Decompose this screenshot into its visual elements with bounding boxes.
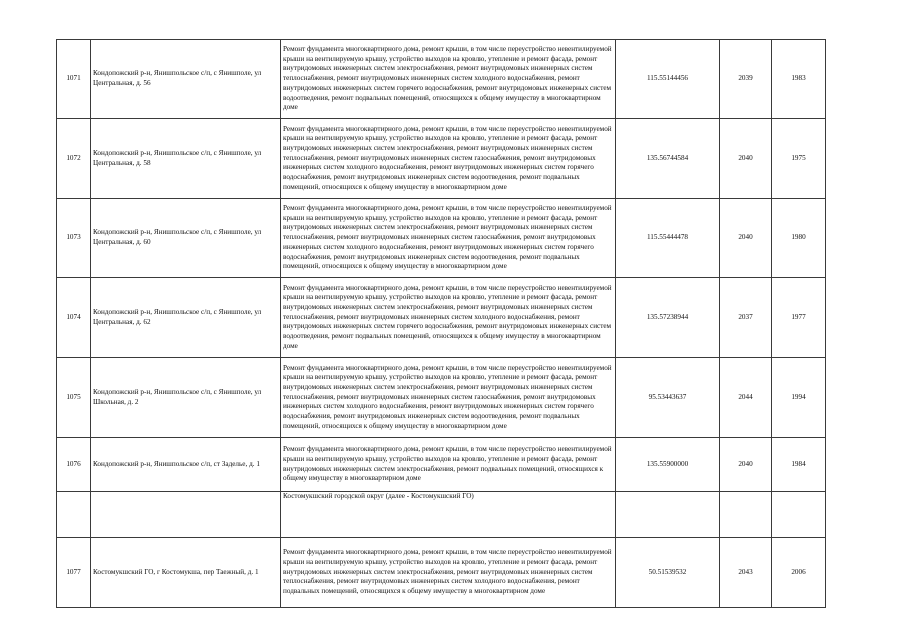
address-cell: Кондопожский р-н, Янишпольское с/п, ст Заделье, д. 1 [91, 438, 281, 492]
table-row [57, 119, 826, 199]
row-number: 1076 [57, 438, 91, 492]
address-cell: Кондопожский р-н, Янишпольское с/п, с Янишполе, ул Центральная, д. 62 [91, 278, 281, 358]
address-cell: Кондопожский р-н, Янишпольское с/п, с Янишполе, ул Центральная, д. 58 [91, 119, 281, 199]
table-row [57, 40, 826, 119]
cost-cell: 95.53443637 [616, 358, 720, 438]
works-cell: Ремонт фундамента многоквартирного дома, ремонт крыши, в том числе переустройство невентилируемой крыши на вентилируемую крышу, устройство выходов на кровлю, утепление и ремонт фасада, ремонт внутридомовых инженерных систем электроснабжения, ремонт внутридомовых инженерных систем теплоснабжения, ремонт внутридомовых инженерных систем холодного водоснабжения, ремонт внутридомовых инженерных систем горячего водоснабжения, ремонт внутридомовых инженерных систем водоотведения, ремонт подвальных помещений, относящихся к общему имуществу в многоквартирном доме [281, 40, 616, 119]
year-cell [720, 492, 772, 538]
cost-cell: 135.56744584 [616, 119, 720, 199]
works-cell: Ремонт фундамента многоквартирного дома, ремонт крыши, в том числе переустройство невентилируемой крыши на вентилируемую крышу, устройство выходов на кровлю, утепление и ремонт фасада, ремонт внутридомовых инженерных систем электроснабжения, ремонт внутридомовых инженерных систем теплоснабжения, ремонт внутридомовых инженерных систем холодного водоснабжения, ремонт подвальных помещений, относящихся к общему имуществу в многоквартирном доме [281, 538, 616, 608]
section-title: Костомукшский городской округ (далее - Костомукшский ГО) [281, 492, 616, 538]
year-cell: 2044 [720, 358, 772, 438]
year-cell: 2040 [720, 438, 772, 492]
section-row [57, 492, 826, 538]
row-number: 1075 [57, 358, 91, 438]
cost-cell: 50.51539532 [616, 538, 720, 608]
row-number: 1072 [57, 119, 91, 199]
address-cell: Кондопожский р-н, Янишпольское с/п, с Янишполе, ул Школьная, д. 2 [91, 358, 281, 438]
table-row [57, 358, 826, 438]
table-row [57, 438, 826, 492]
address-cell: Кондопожский р-н, Янишпольское с/п, с Янишполе, ул Центральная, д. 60 [91, 199, 281, 278]
year-cell: 2040 [720, 199, 772, 278]
works-cell: Ремонт фундамента многоквартирного дома, ремонт крыши, в том числе переустройство невентилируемой крыши на вентилируемую крышу, устройство выходов на кровлю, утепление и ремонт фасада, ремонт внутридомовых инженерных систем электроснабжения, ремонт внутридомовых инженерных систем теплоснабжения, ремонт внутридомовых инженерных систем газоснабжения, ремонт внутридомовых инженерных систем холодного водоснабжения, ремонт внутридомовых инженерных систем горячего водоснабжения, ремонт внутридомовых инженерных систем водоотведения, ремонт подвальных помещений, относящихся к общему имуществу в многоквартирном доме [281, 358, 616, 438]
address-cell: Костомукшский ГО, г Костомукша, пер Таежный, д. 1 [91, 538, 281, 608]
built-year-cell: 1984 [772, 438, 826, 492]
built-year-cell: 1983 [772, 40, 826, 119]
year-cell: 2037 [720, 278, 772, 358]
row-number [57, 492, 91, 538]
works-cell: Ремонт фундамента многоквартирного дома, ремонт крыши, в том числе переустройство невентилируемой крыши на вентилируемую крышу, устройство выходов на кровлю, утепление и ремонт фасада, ремонт внутридомовых инженерных систем электроснабжения, ремонт внутридомовых инженерных систем теплоснабжения, ремонт внутридомовых инженерных систем холодного водоснабжения, ремонт внутридомовых инженерных систем горячего водоснабжения, ремонт внутридомовых инженерных систем водоотведения, ремонт подвальных помещений, относящихся к общему имуществу в многоквартирном доме [281, 278, 616, 358]
year-cell: 2040 [720, 119, 772, 199]
cost-cell: 115.55144456 [616, 40, 720, 119]
built-year-cell: 1994 [772, 358, 826, 438]
row-number: 1077 [57, 538, 91, 608]
row-number: 1073 [57, 199, 91, 278]
registry-table [56, 39, 826, 608]
table-row [57, 278, 826, 358]
address-cell [91, 492, 281, 538]
table-body [57, 40, 826, 608]
built-year-cell: 2006 [772, 538, 826, 608]
built-year-cell [772, 492, 826, 538]
table-row [57, 199, 826, 278]
year-cell: 2039 [720, 40, 772, 119]
works-cell: Ремонт фундамента многоквартирного дома, ремонт крыши, в том числе переустройство невентилируемой крыши на вентилируемую крышу, устройство выходов на кровлю, утепление и ремонт фасада, ремонт внутридомовых инженерных систем электроснабжения, ремонт внутридомовых инженерных систем теплоснабжения, ремонт внутридомовых инженерных систем газоснабжения, ремонт внутридомовых инженерных систем холодного водоснабжения, ремонт внутридомовых инженерных систем горячего водоснабжения, ремонт внутридомовых инженерных систем водоотведения, ремонт подвальных помещений, относящихся к общему имуществу в многоквартирном доме [281, 119, 616, 199]
cost-cell: 115.55444478 [616, 199, 720, 278]
cost-cell [616, 492, 720, 538]
address-cell: Кондопожский р-н, Янишпольское с/п, с Янишполе, ул Центральная, д. 56 [91, 40, 281, 119]
works-cell: Ремонт фундамента многоквартирного дома, ремонт крыши, в том числе переустройство невентилируемой крыши на вентилируемую крышу, устройство выходов на кровлю, утепление и ремонт фасада, ремонт внутридомовых инженерных систем электроснабжения, ремонт внутридомовых инженерных систем теплоснабжения, ремонт внутридомовых инженерных систем газоснабжения, ремонт внутридомовых инженерных систем холодного водоснабжения, ремонт внутридомовых инженерных систем горячего водоснабжения, ремонт внутридомовых инженерных систем водоотведения, ремонт подвальных помещений, относящихся к общему имуществу в многоквартирном доме [281, 199, 616, 278]
cost-cell: 135.55900000 [616, 438, 720, 492]
built-year-cell: 1980 [772, 199, 826, 278]
row-number: 1074 [57, 278, 91, 358]
built-year-cell: 1977 [772, 278, 826, 358]
works-cell: Ремонт фундамента многоквартирного дома, ремонт крыши, в том числе переустройство невентилируемой крыши на вентилируемую крышу, устройство выходов на кровлю, утепление и ремонт фасада, ремонт внутридомовых инженерных систем электроснабжения, ремонт подвальных помещений, относящихся к общему имуществу в многоквартирном доме [281, 438, 616, 492]
cost-cell: 135.57238944 [616, 278, 720, 358]
year-cell: 2043 [720, 538, 772, 608]
table-row [57, 538, 826, 608]
built-year-cell: 1975 [772, 119, 826, 199]
row-number: 1071 [57, 40, 91, 119]
